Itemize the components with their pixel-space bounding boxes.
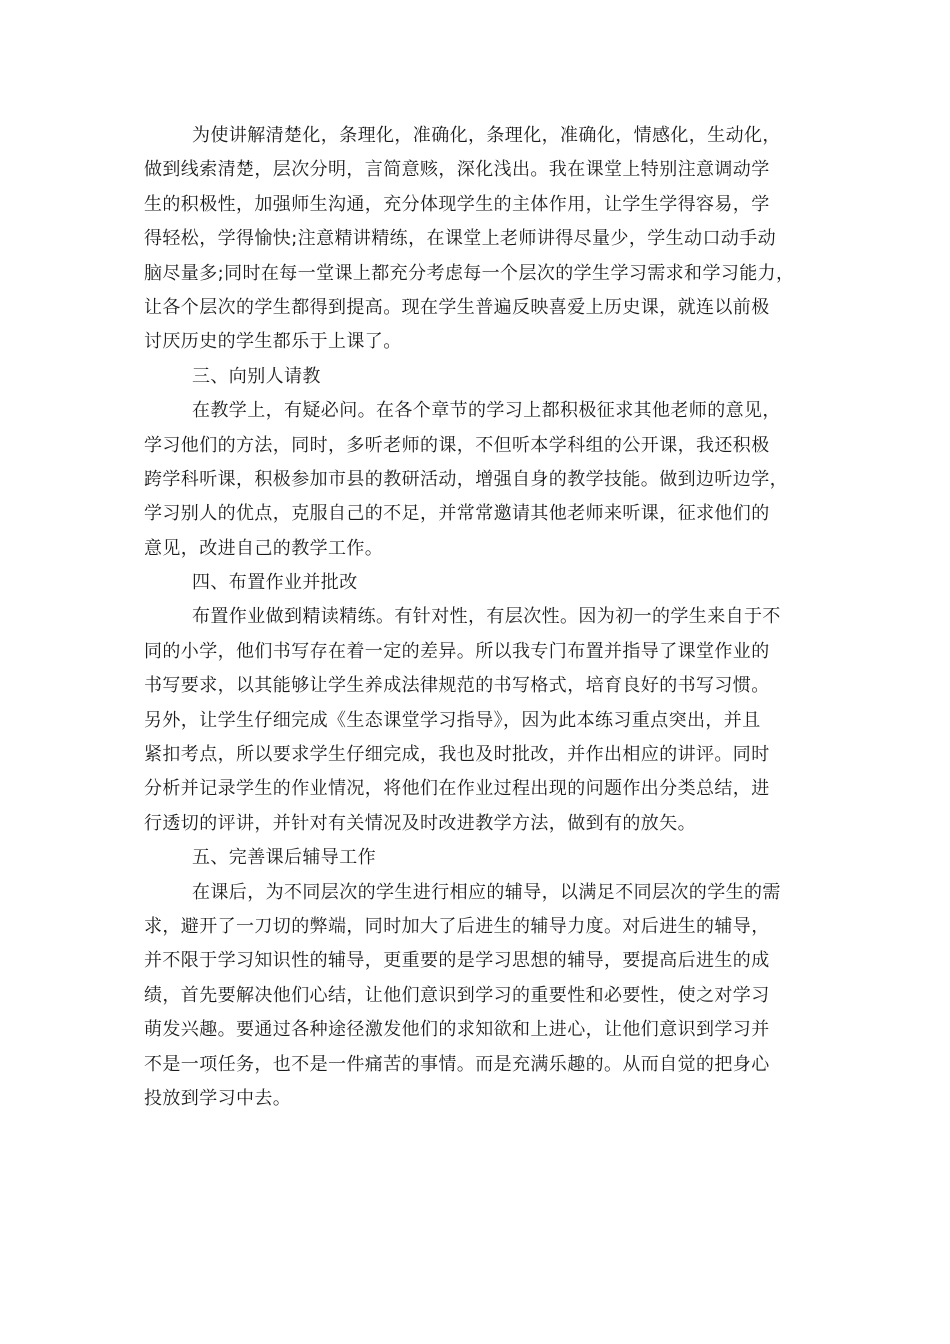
text-line: 讨厌历史的学生都乐于上课了。 (144, 331, 402, 353)
text-line: 投放到学习中去。 (144, 1087, 292, 1109)
text-line: 得轻松，学得愉快;注意精讲精练，在课堂上老师讲得尽量少，学生动口动手动 (144, 228, 777, 250)
text-line: 做到线索清楚，层次分明，言简意赅，深化浅出。我在课堂上特别注意调动学 (144, 159, 770, 181)
text-line: 行透切的评讲，并针对有关情况及时改进教学方法，做到有的放矢。 (144, 812, 696, 834)
text-line: 萌发兴趣。要通过各种途径激发他们的求知欲和上进心，让他们意识到学习并 (144, 1019, 770, 1041)
text-line: 在教学上，有疑必问。在各个章节的学习上都积极征求其他老师的意见， (192, 400, 781, 422)
text-line: 在课后，为不同层次的学生进行相应的辅导，以满足不同层次的学生的需 (192, 881, 781, 903)
text-line: 布置作业做到精读精练。有针对性，有层次性。因为初一的学生来自于不 (192, 606, 781, 628)
text-line: 学习别人的优点，克服自己的不足，并常常邀请其他老师来听课，征求他们的 (144, 503, 770, 525)
text-line: 并不限于学习知识性的辅导，更重要的是学习思想的辅导，要提高后进生的成 (144, 950, 770, 972)
text-line: 为使讲解清楚化，条理化，准确化，条理化，准确化，情感化，生动化， (192, 125, 781, 146)
text-line: 求，避开了一刀切的弊端，同时加大了后进生的辅导力度。对后进生的辅导， (144, 915, 770, 937)
text-line: 不是一项任务，也不是一件痛苦的事情。而是充满乐趣的。从而自觉的把身心 (144, 1053, 770, 1075)
text-line: 三、向别人请教 (192, 365, 321, 387)
text-line: 四、布置作业并批改 (192, 572, 358, 594)
text-line: 另外，让学生仔细完成《生态课堂学习指导》，因为此本练习重点突出，并且 (144, 709, 761, 731)
text-line: 跨学科听课，积极参加市县的教研活动，增强自身的教学技能。做到边听边学， (144, 468, 788, 490)
text-line: 意见，改进自己的教学工作。 (144, 537, 384, 559)
text-line: 脑尽量多;同时在每一堂课上都充分考虑每一个层次的学生学习需求和学习能力， (144, 262, 795, 284)
text-line: 生的积极性，加强师生沟通，充分体现学生的主体作用，让学生学得容易，学 (144, 193, 770, 215)
text-line: 绩，首先要解决他们心结，让他们意识到学习的重要性和必要性，使之对学习 (144, 984, 770, 1006)
text-line: 五、完善课后辅导工作 (192, 847, 376, 869)
text-line: 书写要求，以其能够让学生养成法律规范的书写格式，培育良好的书写习惯。 (144, 675, 770, 697)
document-body (144, 119, 824, 1116)
text-line: 让各个层次的学生都得到提高。现在学生普遍反映喜爱上历史课，就连以前极 (144, 296, 770, 318)
text-line: 学习他们的方法，同时，多听老师的课，不但听本学科组的公开课，我还积极 (144, 434, 770, 456)
text-line: 同的小学，他们书写存在着一定的差异。所以我专门布置并指导了课堂作业的 (144, 640, 770, 662)
text-line: 紧扣考点，所以要求学生仔细完成，我也及时批改，并作出相应的讲评。同时 (144, 744, 770, 766)
text-line: 分析并记录学生的作业情况，将他们在作业过程出现的问题作出分类总结，进 (144, 778, 770, 800)
